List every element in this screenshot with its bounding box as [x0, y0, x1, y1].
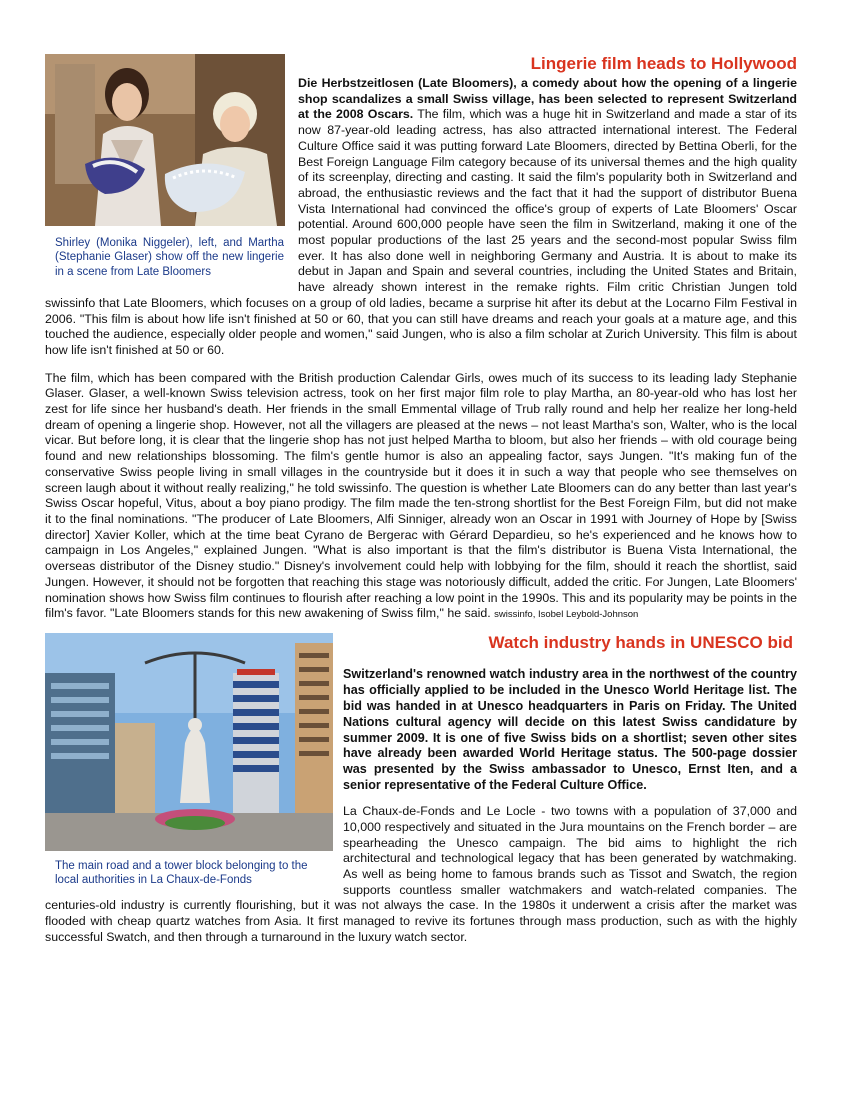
article-watch-industry: [45, 633, 797, 946]
film-photo-caption: Shirley (Monika Niggeler), left, and Martha (Stephanie Glaser) show off the new lingerie in a scene from Late Bloomers: [55, 237, 284, 278]
headline-watch-industry: Watch industry hands in UNESCO bid: [488, 632, 793, 652]
article1-paragraph-2: [45, 371, 797, 623]
article2-lead: Switzerland's renowned watch industry area in the northwest of the country has officially applied to be included in the Unesco World Heritage list. The bid was handed in at Unesco headquarters in Paris on Friday. The United Nations cultural agency will decide on this latest Swiss candidature by summer 2009. It is one of five Swiss bids on a shortlist; seven other sites have already been awarded World Heritage status. The 500-page dossier was presented by the Swiss ambassador to Unesco, Ernst Iten, and a senior representative of the Federal Culture Office.: [343, 666, 797, 793]
city-photo-caption: The main road and a tower block belonging to the local authorities in La Chaux-de-Fonds: [55, 859, 308, 887]
city-street-photo: [45, 633, 333, 851]
article1-lead: Die Herbstzeitlosen (Late Bloomers), a comedy about how the opening of a lingerie shop scandalizes a small Swiss village, has been selected to represent Switzerland at the 2008 Oscars.: [298, 76, 797, 122]
headline-lingerie-film: Lingerie film heads to Hollywood: [530, 54, 797, 73]
film-scene-photo: [45, 54, 285, 226]
film-scene-image: [45, 54, 285, 226]
film-photo-figure: [45, 54, 290, 279]
article2-body: La Chaux-de-Fonds and Le Locle - two towns with a population of 37,000 and 10,000 respectively and situated in the Jura mountains on the French border – are spearheading the Unesco campaign. The bid aims to highlight the rich architectural and technological legacy that has been generated by watchmaking. As well as being home to famous brands such as Tissot and Swatch, the region supports countless smaller watchmakers and watch-related companies. The centuries-old industry is currently flourishing, but it was not always the case. In the 1980s it underwent a crisis after the market was flooded with cheap quartz watches from Asia. It first managed to revive its fortunes through mass production, such as with the highly successful Swatch, and then through a turnaround in the luxury watch sector.: [45, 804, 797, 944]
article1-source: swissinfo, Isobel Leybold-Johnson: [494, 609, 639, 621]
city-street-image: [45, 633, 333, 851]
newsletter-page: [45, 40, 797, 945]
city-photo-figure: [45, 633, 335, 888]
article1-body-1: The film, which was a huge hit in Switzerland and made a star of its now 87-year-old leading actress, has also attracted international interest. The Federal Culture Office said it was putting forward Late Bloomers, directed by Bettina Oberli, for the Best Foreign Language Film category because of its universal themes and the high quality of its screenplay, directing and casting. It said the film's popularity both in Switzerland and abroad, the enthusiastic reviews and the fact that it had the support of distributor Buena Vista International had convinced the office's group of experts of Late Bloomers' Oscar potential. Around 600,000 people have seen the film in Switzerland, making it one of the most popular productions of the last 25 years and the second-most popular Swiss film ever. It has also done well in neighboring Germany and Austria. It is about to make its debut in Japan and Spain and several countries, including the United States and Britain, have already shown interest in the remake rights. Film critic Christian Jungen told swissinfo that Late Bloomers, which focuses on a group of old ladies, became a surprise hit after its debut at the Locarno Film Festival in 2006. "This film is about how life isn't finished at 50 or 60, that you can still have dreams and reach your goals at a mature age, and this touched the audience, especially older people and women," said Jungen, who is also a film scholar at Zurich University. This film is about how life isn't finished at 50 or 60.: [45, 107, 797, 357]
article-lingerie-film: [45, 54, 797, 623]
article1-body-2: The film, which has been compared with the British production Calendar Girls, owes much of its success to its leading lady Stephanie Glaser. Glaser, a well-known Swiss television actress, took on her first major film role to play Martha, an 80-year-old who has lost her zest for life since her husband's death. Her friends in the small Emmental village of Trub rally round and help her realize her long-held dream of opening a lingerie shop. However, not all the villagers are pleased at the news – not least Martha's son, Walter, who is the local vicar. But before long, it is clear that the lingerie shop has not just helped Martha to bloom, but also her friends – with old courage being found and new relationships blossoming. The film's gentle humor is also an appealing factor, says Jungen. "It's making fun of the conservative Swiss people living in small villages in the countryside but it does it in such a way that people who see themselves on screen laugh about it without really realizing," he told swissinfo. The question is whether Late Bloomers can do any better than last year's Swiss Oscar hopeful, Vitus, about a boy piano prodigy. The film made the ten-strong shortlist for the Best Foreign Film, but did not make it to the final nominations. "The producer of Late Bloomers, Alfi Sinniger, already won an Oscar in 1991 with Journey of Hope by [Swiss director] Xavier Koller, which at the time beat Cyrano de Bergerac with Gérard Depardieu, so he's experienced and he knows how to campaign in Los Angeles," explained Jungen. "What is also important is that the film's distributor is Buena Vista International, the overseas distributor of the Disney studio." Disney's involvement could help with lobbying for the film, should it reach the shortlist, said Jungen. However, it should not be forgotten that reaching this stage was notoriously difficult, added the critic. For Jungen, Late Bloomers' nomination shows how Swiss film continues to flourish after reaching a low point in the 1990s. This and its popularity may be points in the film's favor. "Late Bloomers stands for this new awakening of Swiss film," he said.: [45, 370, 797, 621]
